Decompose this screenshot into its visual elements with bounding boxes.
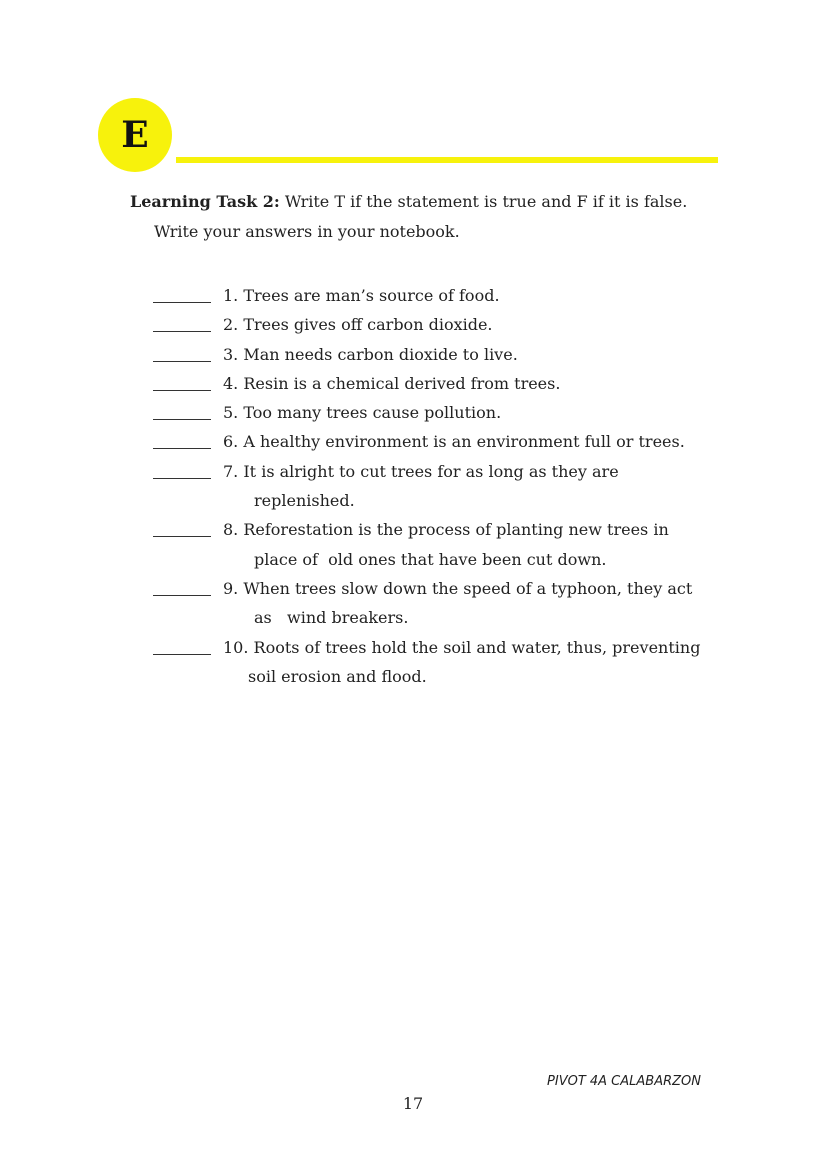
- question-continuation: as wind breakers.: [254, 608, 409, 628]
- question-continuation: soil erosion and flood.: [248, 666, 427, 686]
- question-number: 2.: [223, 315, 239, 335]
- question-number: 10.: [223, 637, 249, 657]
- answer-blank[interactable]: [153, 577, 211, 596]
- answer-blank[interactable]: [153, 313, 211, 332]
- question-item: [153, 369, 753, 398]
- section-divider: [176, 157, 718, 163]
- task-instruction: Write T if the statement is true and F if it is false.: [279, 192, 688, 211]
- question-text: Roots of trees hold the soil and water, thus, preventing: [253, 637, 701, 657]
- section-letter: E: [121, 114, 149, 156]
- question-number: 5.: [223, 403, 239, 423]
- answer-blank[interactable]: [153, 430, 211, 449]
- question-item: [153, 281, 753, 310]
- question-item: [153, 427, 753, 456]
- question-number: 3.: [223, 344, 239, 364]
- question-text: A healthy environment is an environment full or trees.: [243, 432, 685, 452]
- question-text: It is alright to cut trees for as long as they are: [243, 461, 619, 481]
- task-label: Learning Task 2:: [130, 192, 280, 211]
- question-text: Reforestation is the process of planting new trees in: [243, 520, 669, 540]
- footer-brand: PIVOT 4A CALABARZON: [547, 1074, 701, 1089]
- instruction-line-1: [130, 190, 730, 214]
- question-number: 8.: [223, 520, 239, 540]
- page-number: 17: [402, 1094, 424, 1113]
- question-text: Trees gives off carbon dioxide.: [243, 315, 493, 335]
- answer-blank[interactable]: [153, 372, 211, 391]
- question-continuation: replenished.: [254, 491, 355, 511]
- question-number: 4.: [223, 373, 239, 393]
- answer-blank[interactable]: [153, 284, 211, 303]
- answer-blank[interactable]: [153, 343, 211, 362]
- question-item: [153, 398, 753, 427]
- question-number: 6.: [223, 432, 239, 452]
- question-text: Too many trees cause pollution.: [243, 403, 502, 423]
- question-text: When trees slow down the speed of a typhoon, they act: [243, 578, 693, 598]
- question-text: Resin is a chemical derived from trees.: [243, 373, 561, 393]
- section-badge: [98, 98, 172, 172]
- question-number: 9.: [223, 578, 239, 598]
- question-text: Trees are man’s source of food.: [243, 286, 500, 305]
- task-instruction-line-2: Write your answers in your notebook.: [154, 222, 460, 241]
- task-instructions: [130, 190, 730, 241]
- answer-blank[interactable]: [153, 401, 211, 420]
- question-number: 7.: [223, 461, 239, 481]
- answer-blank[interactable]: [153, 518, 211, 537]
- question-item: [153, 515, 753, 544]
- question-item: [153, 340, 753, 369]
- question-list: [153, 281, 753, 691]
- question-item: [153, 310, 753, 339]
- answer-blank[interactable]: [153, 636, 211, 655]
- question-item: [153, 457, 753, 486]
- question-text: Man needs carbon dioxide to live.: [243, 344, 518, 364]
- question-number: 1.: [223, 286, 239, 305]
- question-item: [153, 574, 753, 603]
- question-continuation: place of old ones that have been cut down.: [254, 549, 607, 569]
- question-item: [153, 633, 753, 662]
- answer-blank[interactable]: [153, 460, 211, 479]
